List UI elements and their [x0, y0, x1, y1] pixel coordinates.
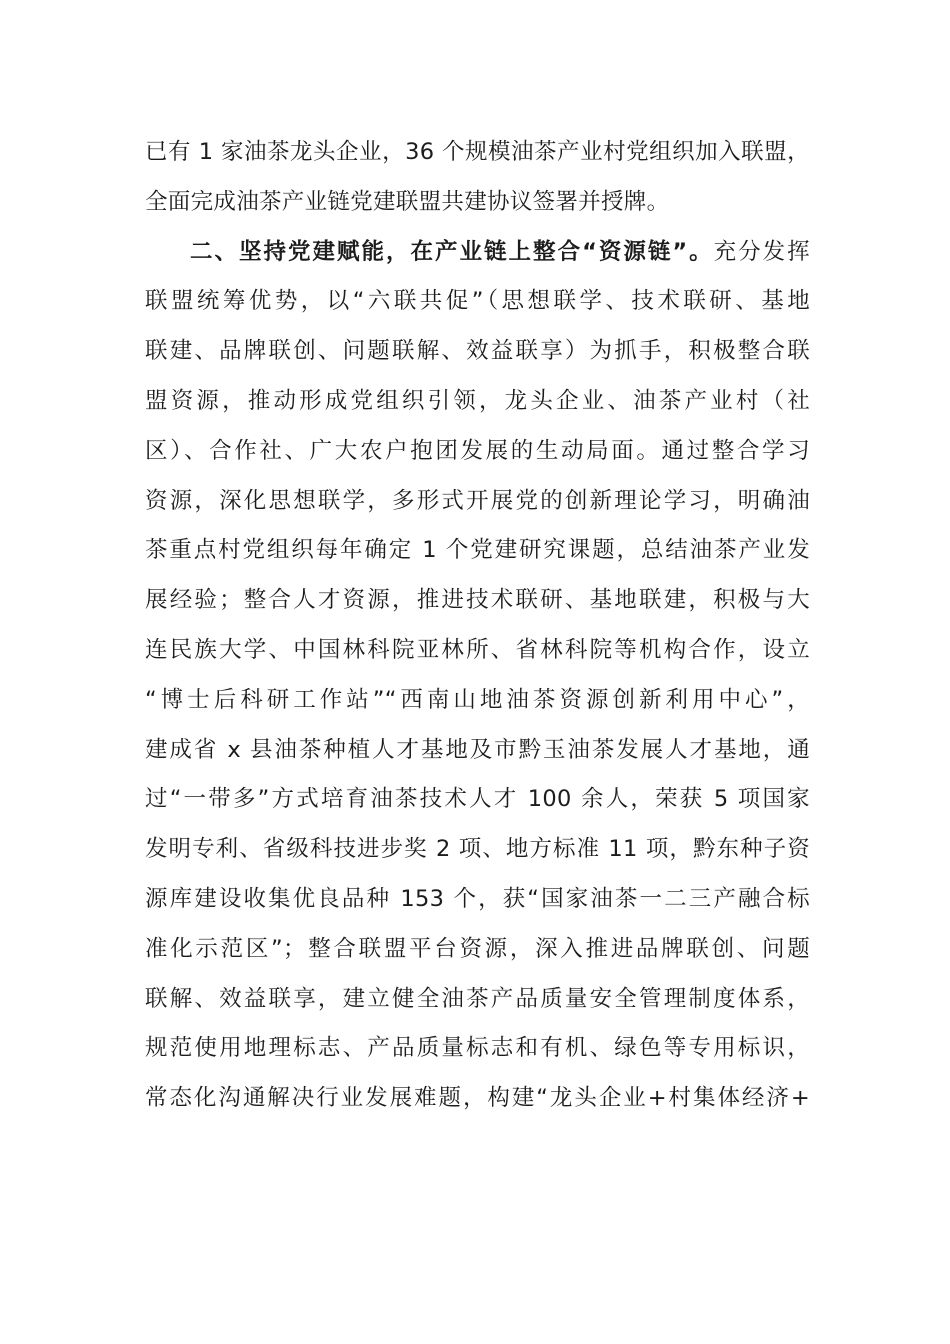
text-line: 规范使用地理标志、产品质量标志和有机、绿色等专用标识， — [145, 1035, 810, 1062]
text-line: 准化示范区”；整合联盟平台资源，深入推进品牌联创、问题 — [145, 935, 810, 962]
text-line: 区）、合作社、广大农户抱团发展的生动局面。通过整合学习 — [145, 437, 810, 464]
section-heading-line — [145, 230, 810, 280]
text-line: 常态化沟通解决行业发展难题，构建“龙头企业+村集体经济+ — [145, 1085, 810, 1112]
document-body — [145, 130, 810, 1126]
text-line: 展经验；整合人才资源，推进技术联研、基地联建，积极与大 — [145, 587, 810, 614]
section-heading: 二、坚持党建赋能，在产业链上整合“资源链”。 — [190, 238, 714, 265]
text-line: 全面完成油茶产业链党建联盟共建协议签署并授牌。 — [145, 188, 670, 215]
text-line: 联盟统筹优势，以“六联共促”（思想联学、技术联研、基地 — [145, 288, 810, 315]
text-line: 源库建设收集优良品种 153 个，获“国家油茶一二三产融合标 — [145, 885, 810, 912]
text-line: 发明专利、省级科技进步奖 2 项、地方标准 11 项，黔东种子资 — [145, 836, 810, 863]
text-line: 资源，深化思想联学，多形式开展党的创新理论学习，明确油 — [145, 487, 810, 514]
text-line: 联解、效益联享，建立健全油茶产品质量安全管理制度体系， — [145, 985, 810, 1012]
text-line: 连民族大学、中国林科院亚林所、省林科院等机构合作，设立 — [145, 636, 810, 663]
text-line: 已有 1 家油茶龙头企业，36 个规模油茶产业村党组织加入联盟， — [145, 139, 810, 165]
text-line: “博士后科研工作站”“西南山地油茶资源创新利用中心”， — [145, 686, 810, 713]
text-line: 茶重点村党组织每年确定 1 个党建研究课题，总结油茶产业发 — [145, 537, 810, 564]
text-line: 建成省 x 县油茶种植人才基地及市黔玉油茶发展人才基地，通 — [145, 736, 810, 763]
text-fragment: 充分发挥 — [713, 238, 810, 265]
text-line: 过“一带多”方式培育油茶技术人才 100 余人，荣获 5 项国家 — [145, 786, 810, 813]
text-line: 联建、品牌联创、问题联解、效益联享）为抓手，积极整合联 — [145, 338, 810, 365]
text-line: 盟资源，推动形成党组织引领，龙头企业、油茶产业村（社 — [145, 387, 810, 414]
